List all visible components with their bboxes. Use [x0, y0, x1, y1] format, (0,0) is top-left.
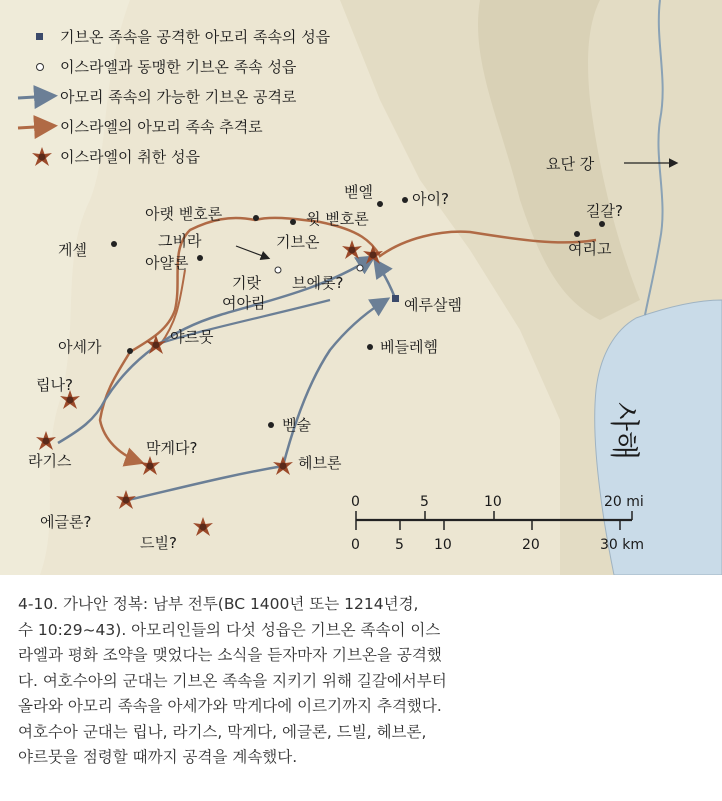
town-dot-jericho	[574, 231, 580, 237]
scale-km-tick: 5	[395, 537, 404, 553]
place-label-aijalon: 아얄론	[145, 254, 189, 272]
place-label-dead-sea: 사해	[606, 402, 641, 460]
place-label-debir: 드빌?	[140, 534, 177, 552]
scale-mi-tick: 5	[420, 494, 429, 510]
place-label-jerusalem: 예루살렘	[404, 296, 462, 314]
place-label-jericho: 여리고	[568, 240, 612, 258]
scale-km-tick: 30 km	[600, 537, 645, 553]
place-label-bethlehem: 베들레헴	[380, 338, 438, 356]
place-label-jarmuth: 야르뭇	[170, 328, 214, 346]
place-label-jordan: 요단 강	[546, 155, 595, 173]
place-label-lower-bethhoron: 아랫 벧호론	[145, 205, 223, 223]
legend-circle-symbol	[37, 64, 44, 71]
caption-line: 다. 여호수아의 군대는 기브온 족속을 지키기 위해 길갈에서부터	[18, 671, 447, 690]
town-square-jerusalem	[392, 295, 399, 302]
place-label-upper-bethhoron: 윗 벧호론	[306, 210, 369, 228]
town-dot-beeroth	[357, 265, 363, 271]
place-label-lachish: 라기스	[28, 452, 72, 470]
place-label-azekah: 아세가	[58, 338, 102, 356]
caption-line: 올라와 아모리 족속을 아세가와 막게다에 이르기까지 추격했다.	[18, 697, 442, 715]
place-label-bethel: 벧엘	[344, 183, 373, 201]
caption-line: 야르뭇을 점령할 때까지 공격을 계속했다.	[18, 748, 298, 766]
scale-mi-tick: 10	[484, 494, 502, 510]
place-label-chephirah: 그비라	[158, 232, 202, 250]
place-label-ai: 아이?	[412, 190, 449, 208]
caption-line: 여호수아 군대는 립나, 라기스, 막게다, 에글론, 드빌, 헤브론,	[18, 722, 427, 741]
caption-line: 수 10:29~43). 아모리인들의 다섯 성읍은 기브온 족속이 이스	[18, 620, 441, 639]
town-dot-kiriath-jearim	[275, 267, 281, 273]
map-caption	[18, 592, 708, 771]
place-label-gilgal: 길갈?	[586, 202, 623, 220]
town-dot-aijalon	[197, 255, 203, 261]
place-label-gezer: 게셀	[58, 241, 87, 259]
place-label-jearim: 여아림	[222, 294, 266, 312]
town-dot-bethlehem	[367, 344, 373, 350]
town-dot-bethzur	[268, 422, 274, 428]
caption-line: 라엘과 평화 조약을 맺었다는 소식을 듣자마자 기브온을 공격했	[18, 646, 442, 664]
place-label-makkedah: 막게다?	[146, 439, 198, 457]
legend-square-symbol	[36, 33, 43, 40]
town-dot-lower-bethhoron	[253, 215, 259, 221]
town-dot-azekah	[127, 348, 133, 354]
scale-km-tick: 0	[351, 537, 360, 553]
town-dot-ai	[402, 197, 408, 203]
place-label-beeroth: 브에롯?	[292, 274, 344, 292]
town-dot-gezer	[111, 241, 117, 247]
legend-red-arrow-symbol	[18, 126, 52, 128]
legend-item-label: 기브온 족속을 공격한 아모리 족속의 성읍	[60, 28, 331, 46]
town-dot-bethel	[377, 201, 383, 207]
town-dot-gilgal	[599, 221, 605, 227]
place-label-eglon: 에글론?	[40, 513, 92, 531]
place-label-bethzur: 벧술	[282, 416, 311, 434]
legend-item-label: 아모리 족속의 가능한 기브온 공격로	[60, 88, 297, 106]
place-label-gibeon: 기브온	[276, 233, 320, 251]
town-dot-upper-bethhoron	[290, 219, 296, 225]
scale-mi-tick: 20 mi	[604, 494, 644, 510]
legend-item-label: 이스라엘의 아모리 족속 추격로	[60, 118, 263, 136]
scale-km-tick: 20	[522, 537, 540, 553]
scale-mi-tick: 0	[351, 494, 360, 510]
legend-blue-arrow-symbol	[18, 96, 52, 98]
place-label-libnah: 립나?	[36, 376, 73, 394]
scale-km-tick: 10	[434, 537, 452, 553]
caption-line: 4-10. 가나안 정복: 남부 전투(BC 1400년 또는 1214년경,	[18, 595, 419, 613]
place-label-kiriath: 기랏	[232, 274, 261, 292]
place-label-hebron: 헤브론	[298, 454, 342, 472]
legend-item-label: 이스라엘이 취한 성읍	[60, 148, 200, 166]
legend-item-label: 이스라엘과 동맹한 기브온 족속 성읍	[60, 58, 297, 76]
